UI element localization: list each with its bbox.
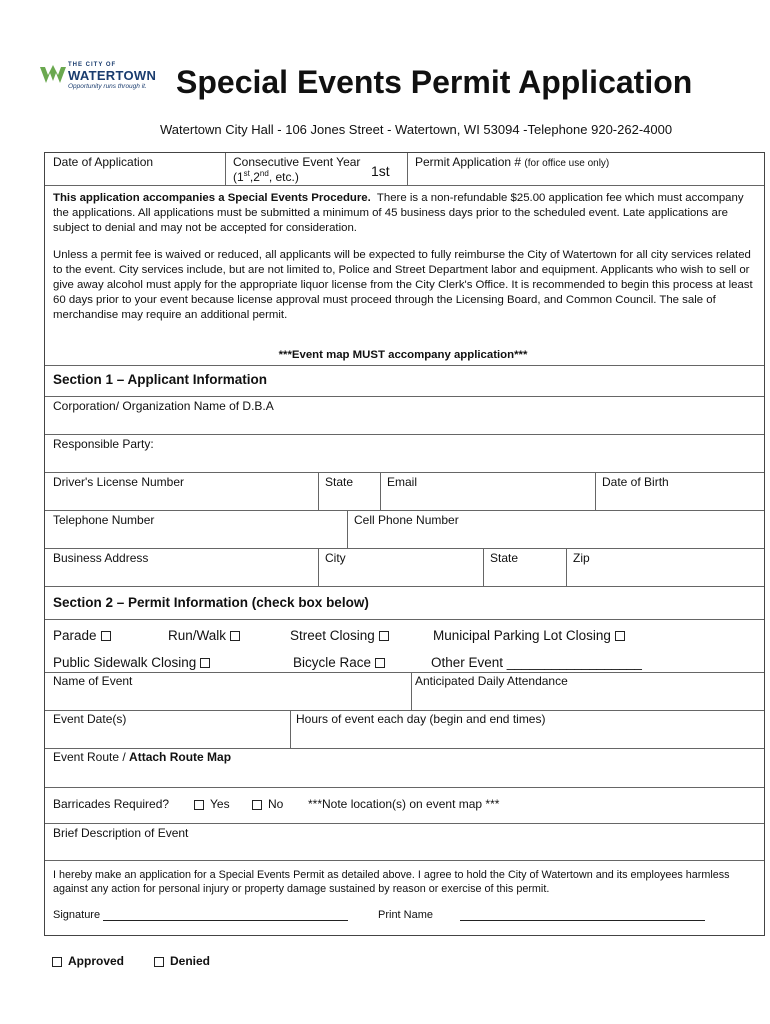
- date-of-application-label: Date of Application: [53, 155, 154, 169]
- checkbox-icon[interactable]: [101, 631, 111, 641]
- approved-checkbox[interactable]: Approved: [52, 954, 124, 968]
- event-dates-field[interactable]: Event Date(s): [53, 712, 127, 726]
- option-street-closing[interactable]: Street Closing: [290, 628, 389, 643]
- page-title: Special Events Permit Application: [176, 64, 693, 100]
- address-line: Watertown City Hall - 106 Jones Street - Watertown, WI 53094 -Telephone 920-262-4000: [160, 122, 673, 137]
- responsible-party-field[interactable]: Responsible Party:: [53, 437, 154, 451]
- email-field[interactable]: Email: [387, 475, 418, 489]
- section-2-heading: Section 2 – Permit Information (check box below): [53, 595, 369, 610]
- logo-city-of: THE CITY OF: [68, 62, 117, 68]
- checkbox-icon[interactable]: [200, 658, 210, 668]
- intro-paragraph-2: Unless a permit fee is waived or reduced, all applicants will be expected to fully reimburse the City of Watertown for all city services related to the event. City services include, but are not limited to, Police and Street Department labor and equipment. Applicants who wish to sell or give away alcohol must apply for the appropriate liquor license from the City Clerk's Office. It is recommended to begin this process at least 60 days prior to your event because license approval must proceed through the Licensing Board, and Common Council. The sale of merchandise may require an additional permit.: [53, 249, 753, 321]
- option-municipal-parking[interactable]: Municipal Parking Lot Closing: [433, 628, 625, 643]
- date-of-birth-field[interactable]: Date of Birth: [602, 475, 669, 489]
- checkbox-icon[interactable]: [52, 957, 62, 967]
- state-field[interactable]: State: [325, 475, 354, 489]
- barricades-yes[interactable]: Yes: [194, 797, 230, 811]
- event-description-field[interactable]: Brief Description of Event: [53, 826, 189, 840]
- barricades-note: ***Note location(s) on event map ***: [308, 797, 500, 811]
- barricades-no[interactable]: No: [252, 797, 283, 811]
- checkbox-icon[interactable]: [252, 800, 262, 810]
- corporation-name-field[interactable]: Corporation/ Organization Name of D.B.A: [53, 399, 274, 413]
- barricades-label: Barricades Required?: [53, 797, 170, 811]
- checkbox-icon[interactable]: [615, 631, 625, 641]
- name-of-event-field[interactable]: Name of Event: [53, 674, 133, 688]
- consecutive-event-label: Consecutive Event Year: [233, 155, 361, 169]
- cell-phone-field[interactable]: Cell Phone Number: [354, 513, 459, 527]
- telephone-field[interactable]: Telephone Number: [53, 513, 155, 527]
- option-other-event[interactable]: Other Event __________________: [431, 655, 642, 670]
- logo-name: WATERTOWN: [68, 68, 157, 83]
- state-field-2[interactable]: State: [490, 551, 519, 565]
- event-map-note: ***Event map MUST accompany application***: [278, 349, 528, 361]
- consecutive-hint: (1st,2nd, etc.): [233, 169, 299, 184]
- declaration-text: I hereby make an application for a Special Events Permit as detailed above. I agree to hold the City of Watertown and its employees harmless against any action for personal injury or property damage sustained by reason or exercise of this permit.: [53, 869, 730, 895]
- checkbox-icon[interactable]: [375, 658, 385, 668]
- option-parade[interactable]: Parade: [53, 628, 111, 643]
- watertown-logo-icon: [40, 65, 66, 85]
- section-1-heading: Section 1 – Applicant Information: [53, 372, 268, 387]
- checkbox-icon[interactable]: [154, 957, 164, 967]
- checkbox-icon[interactable]: [230, 631, 240, 641]
- zip-field[interactable]: Zip: [573, 551, 590, 565]
- option-run-walk[interactable]: Run/Walk: [168, 628, 240, 643]
- application-form: [44, 152, 765, 936]
- option-bicycle-race[interactable]: Bicycle Race: [293, 655, 385, 670]
- intro-paragraph-1: This application accompanies a Special Events Procedure. There is a non-refundable $25.00 application fee which must accompany the applications. All applications must be submitted a minimum of 45 business days prior to the scheduled event. Late applications are subject to denial and may not be accepted for consideration.: [53, 192, 744, 234]
- checkbox-icon[interactable]: [194, 800, 204, 810]
- signature-field[interactable]: Signature: [53, 908, 348, 921]
- attendance-field[interactable]: Anticipated Daily Attendance: [415, 674, 568, 688]
- consecutive-event-value[interactable]: 1st: [371, 163, 390, 179]
- event-route-field[interactable]: Event Route / Attach Route Map: [53, 750, 232, 764]
- hours-field[interactable]: Hours of event each day (begin and end times): [296, 712, 546, 726]
- print-name-field[interactable]: Print Name: [378, 908, 705, 921]
- denied-checkbox[interactable]: Denied: [154, 954, 210, 968]
- city-logo: [40, 62, 170, 92]
- business-address-field[interactable]: Business Address: [53, 551, 149, 565]
- city-field[interactable]: City: [325, 551, 346, 565]
- checkbox-icon[interactable]: [379, 631, 389, 641]
- permit-number-label: Permit Application # (for office use only): [415, 155, 610, 169]
- option-public-sidewalk[interactable]: Public Sidewalk Closing: [53, 655, 210, 670]
- logo-tagline: Opportunity runs through it.: [68, 83, 147, 90]
- drivers-license-field[interactable]: Driver's License Number: [53, 475, 184, 489]
